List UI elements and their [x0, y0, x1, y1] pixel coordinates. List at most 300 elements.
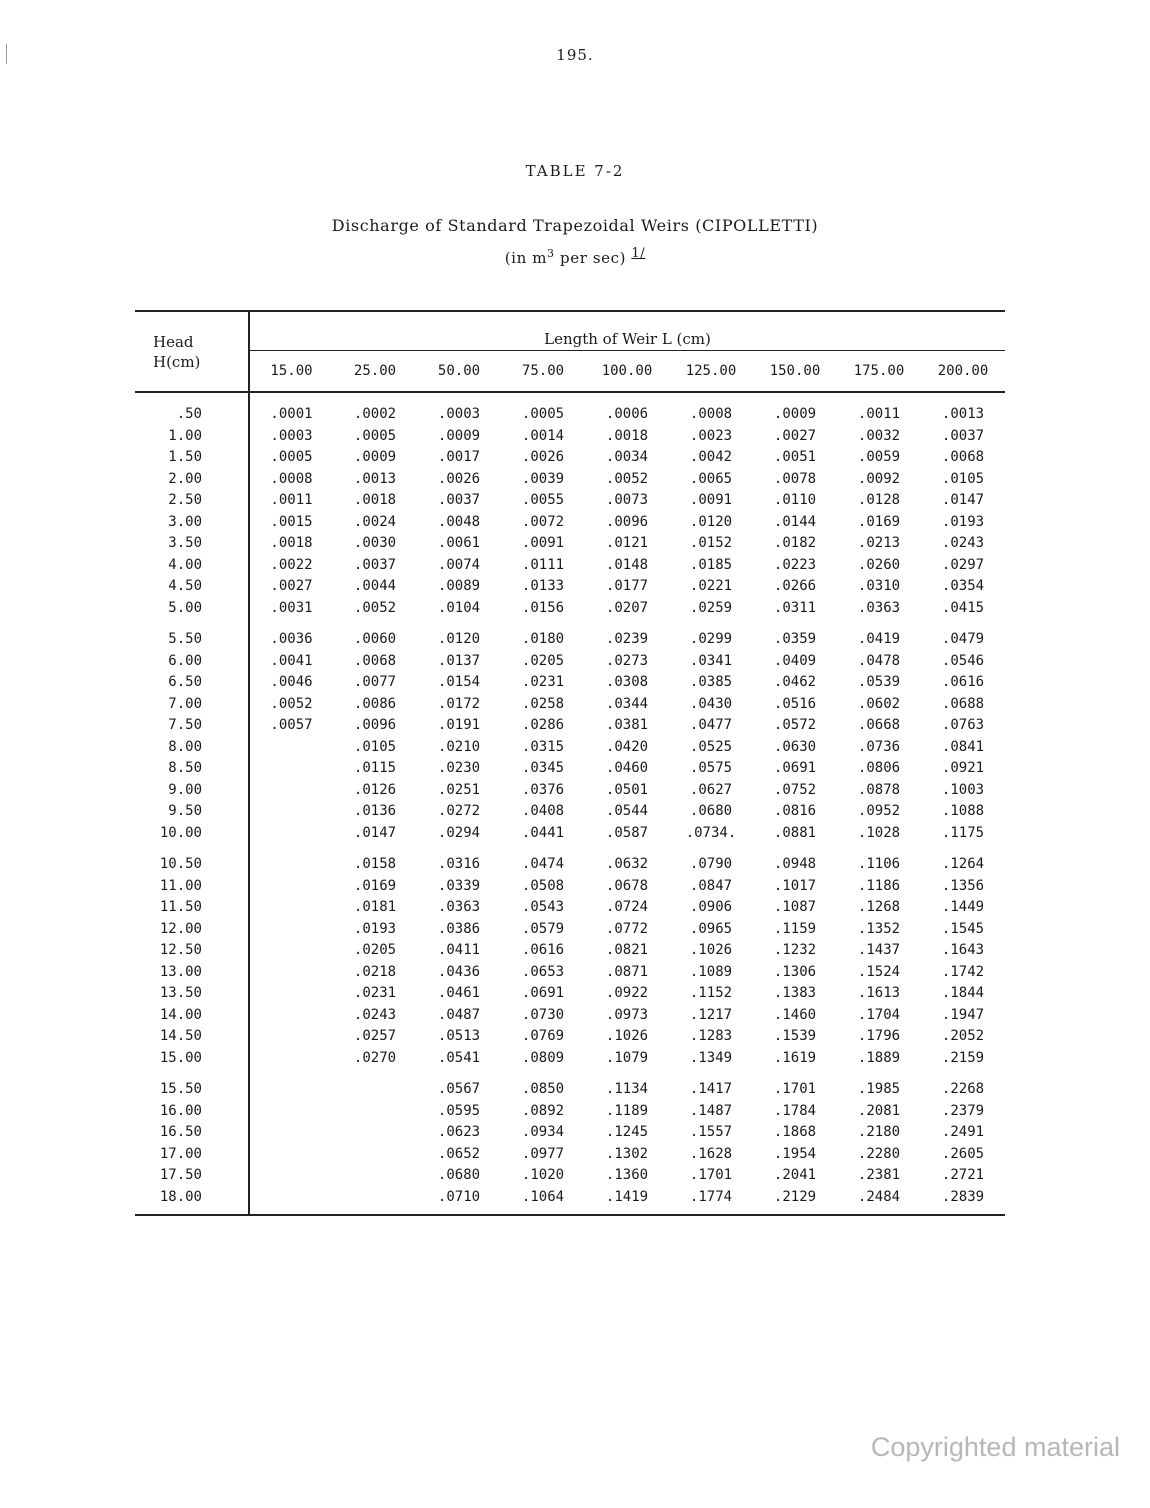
- discharge-cell: .0752: [773, 781, 817, 798]
- head-value-cell: 6.50: [135, 672, 249, 694]
- column-header: 100.00: [585, 351, 669, 393]
- discharge-cell: .0036: [270, 631, 313, 647]
- page-number: 195.: [556, 46, 594, 64]
- discharge-cell: [249, 983, 333, 1005]
- discharge-cell: .1003: [941, 781, 985, 798]
- discharge-cell: .0001: [270, 406, 313, 422]
- discharge-cell: .1437: [857, 942, 901, 958]
- discharge-cell: .1087: [773, 899, 817, 915]
- discharge-cell: .0575: [689, 760, 733, 776]
- table-row: [135, 1048, 1005, 1070]
- discharge-cell: .0026: [521, 449, 565, 465]
- discharge-cell: .0057: [270, 717, 313, 733]
- discharge-cell: [333, 1144, 417, 1166]
- head-header-line2: H(cm): [153, 353, 201, 371]
- discharge-cell: [249, 780, 333, 802]
- discharge-cell: .0110: [773, 492, 817, 508]
- discharge-cell: .1701: [773, 1081, 817, 1097]
- discharge-cell: .1704: [857, 1006, 901, 1023]
- discharge-cell: .0363: [437, 899, 481, 915]
- discharge-cell: .2159: [941, 1049, 985, 1066]
- discharge-cell: .0105: [353, 738, 397, 755]
- discharge-cell: .0022: [270, 556, 313, 573]
- discharge-cell: .0688: [941, 695, 985, 712]
- footnote-mark: 1/: [631, 246, 646, 261]
- discharge-cell: [333, 1122, 417, 1144]
- discharge-cell: .1020: [521, 1167, 565, 1183]
- discharge-cell: [249, 758, 333, 780]
- discharge-cell: .1189: [605, 1102, 649, 1119]
- discharge-cell: [333, 1165, 417, 1187]
- discharge-cell: [249, 1165, 333, 1187]
- discharge-cell: .0015: [270, 513, 313, 530]
- discharge-cell: .0052: [605, 470, 649, 487]
- discharge-cell: .0602: [857, 695, 901, 712]
- discharge-cell: [249, 1187, 333, 1216]
- discharge-cell: .0341: [689, 652, 733, 669]
- head-value-cell: 12.50: [135, 940, 249, 962]
- discharge-cell: [249, 897, 333, 919]
- discharge-cell: .0315: [521, 738, 565, 755]
- discharge-cell: .0030: [353, 535, 397, 551]
- discharge-cell: .1360: [605, 1167, 649, 1183]
- discharge-cell: [333, 1101, 417, 1123]
- discharge-cell: .0359: [773, 631, 817, 647]
- head-value-cell: 13.00: [135, 962, 249, 984]
- table-row: [135, 737, 1005, 759]
- discharge-cell: .0652: [437, 1145, 481, 1162]
- discharge-cell: .0965: [689, 920, 733, 937]
- head-value-cell: 12.00: [135, 919, 249, 941]
- units-suffix: per sec): [554, 249, 632, 267]
- discharge-cell: .0680: [437, 1167, 481, 1183]
- discharge-cell: .0385: [689, 674, 733, 690]
- discharge-cell: .0120: [689, 513, 733, 530]
- discharge-cell: .0008: [270, 470, 313, 487]
- head-value-cell: 15.50: [135, 1069, 249, 1101]
- discharge-cell: .0892: [521, 1102, 565, 1119]
- table-row: [135, 694, 1005, 716]
- discharge-cell: .0005: [353, 427, 397, 444]
- table-body: [135, 392, 1005, 1215]
- table-row: [135, 672, 1005, 694]
- discharge-cell: .0680: [689, 803, 733, 819]
- discharge-cell: .0096: [353, 717, 397, 733]
- head-value-cell: 17.50: [135, 1165, 249, 1187]
- head-value-cell: 16.50: [135, 1122, 249, 1144]
- discharge-cell: .1613: [857, 985, 901, 1001]
- discharge-cell: .0018: [270, 535, 313, 551]
- discharge-cell: [249, 876, 333, 898]
- discharge-cell: .0316: [437, 856, 481, 872]
- discharge-cell: .2081: [857, 1102, 901, 1119]
- discharge-cell: .1868: [773, 1124, 817, 1140]
- discharge-cell: .0297: [941, 556, 985, 573]
- discharge-cell: .1352: [857, 920, 901, 937]
- discharge-cell: .0060: [353, 631, 397, 647]
- discharge-cell: .0251: [437, 781, 481, 798]
- discharge-cell: .2180: [857, 1124, 901, 1140]
- discharge-cell: .0906: [689, 899, 733, 915]
- discharge-cell: [249, 1069, 333, 1101]
- discharge-cell: .0579: [521, 920, 565, 937]
- table-row: [135, 983, 1005, 1005]
- head-value-cell: 2.00: [135, 469, 249, 491]
- discharge-cell: .0111: [521, 556, 565, 573]
- discharge-cell: .1017: [773, 877, 817, 894]
- discharge-cell: .0587: [605, 824, 649, 841]
- head-value-cell: 14.50: [135, 1026, 249, 1048]
- table-row: [135, 1187, 1005, 1216]
- discharge-cell: .0616: [521, 942, 565, 958]
- discharge-cell: .2268: [941, 1081, 985, 1097]
- discharge-cell: .0691: [521, 985, 565, 1001]
- discharge-cell: .0730: [521, 1006, 565, 1023]
- table-row: [135, 758, 1005, 780]
- discharge-cell: .0595: [437, 1102, 481, 1119]
- discharge-cell: .2839: [941, 1188, 985, 1205]
- discharge-cell: [333, 1069, 417, 1101]
- discharge-cell: .0809: [521, 1049, 565, 1066]
- discharge-cell: .0243: [941, 535, 985, 551]
- discharge-cell: .0273: [605, 652, 649, 669]
- discharge-cell: .0724: [605, 899, 649, 915]
- discharge-cell: .0005: [270, 449, 313, 465]
- column-header: 125.00: [669, 351, 753, 393]
- discharge-cell: .0508: [521, 877, 565, 894]
- discharge-cell: .0023: [689, 427, 733, 444]
- discharge-cell: .0420: [605, 738, 649, 755]
- discharge-cell: .0002: [353, 406, 397, 422]
- discharge-cell: .0181: [353, 899, 397, 915]
- discharge-cell: .0243: [353, 1006, 397, 1023]
- discharge-cell: .1449: [941, 899, 985, 915]
- discharge-cell: .0616: [941, 674, 985, 690]
- discharge-cell: .1175: [941, 824, 985, 841]
- discharge-cell: .0027: [773, 427, 817, 444]
- table-row: [135, 619, 1005, 651]
- discharge-cell: .0154: [437, 674, 481, 690]
- discharge-cell: .0037: [941, 427, 985, 444]
- head-value-cell: 5.50: [135, 619, 249, 651]
- discharge-cell: .0065: [689, 470, 733, 487]
- discharge-cell: .1383: [773, 985, 817, 1001]
- head-value-cell: 4.00: [135, 555, 249, 577]
- head-value-cell: 9.50: [135, 801, 249, 823]
- discharge-cell: .1302: [605, 1145, 649, 1162]
- discharge-cell: [249, 919, 333, 941]
- discharge-cell: .0059: [857, 449, 901, 465]
- head-value-cell: 16.00: [135, 1101, 249, 1123]
- discharge-cell: [249, 940, 333, 962]
- discharge-cell: .0218: [353, 963, 397, 980]
- discharge-cell: [333, 1187, 417, 1216]
- discharge-cell: .0105: [941, 470, 985, 487]
- discharge-cell: .0272: [437, 803, 481, 819]
- discharge-cell: .0541: [437, 1049, 481, 1066]
- discharge-cell: .0006: [605, 406, 649, 422]
- spacer-cell: [135, 392, 249, 404]
- discharge-cell: .1089: [689, 963, 733, 980]
- discharge-cell: .0363: [857, 599, 901, 616]
- discharge-cell: .1159: [773, 920, 817, 937]
- discharge-cell: .1232: [773, 942, 817, 958]
- discharge-cell: .0948: [773, 856, 817, 872]
- discharge-cell: .0546: [941, 652, 985, 669]
- discharge-cell: .1088: [941, 803, 985, 819]
- discharge-cell: .0257: [353, 1028, 397, 1044]
- discharge-cell: .0572: [773, 717, 817, 733]
- discharge-cell: .1306: [773, 963, 817, 980]
- head-value-cell: 10.00: [135, 823, 249, 845]
- discharge-cell: .0462: [773, 674, 817, 690]
- discharge-cell: .0878: [857, 781, 901, 798]
- discharge-cell: .0474: [521, 856, 565, 872]
- discharge-cell: .2491: [941, 1124, 985, 1140]
- discharge-cell: .0137: [437, 652, 481, 669]
- head-value-cell: 3.00: [135, 512, 249, 534]
- units-prefix: (in m: [504, 249, 548, 267]
- discharge-cell: .0513: [437, 1028, 481, 1044]
- head-value-cell: 10.50: [135, 844, 249, 876]
- discharge-cell: .0072: [521, 513, 565, 530]
- discharge-cell: .0046: [270, 674, 313, 690]
- discharge-cell: .0091: [689, 492, 733, 508]
- discharge-cell: .0977: [521, 1145, 565, 1162]
- table-row: [135, 469, 1005, 491]
- discharge-cell: .0441: [521, 824, 565, 841]
- discharge-cell: .0169: [857, 513, 901, 530]
- discharge-cell: .0009: [437, 427, 481, 444]
- discharge-cell: .0182: [773, 535, 817, 551]
- discharge-cell: .0790: [689, 856, 733, 872]
- discharge-cell: .0148: [605, 556, 649, 573]
- discharge-cell: .0376: [521, 781, 565, 798]
- discharge-cell: .0193: [353, 920, 397, 937]
- discharge-cell: .0052: [270, 695, 313, 712]
- discharge-cell: .2381: [857, 1167, 901, 1183]
- discharge-cell: .0027: [270, 578, 313, 594]
- discharge-cell: .0678: [605, 877, 649, 894]
- head-value-cell: 13.50: [135, 983, 249, 1005]
- table-row: [135, 1026, 1005, 1048]
- column-header: 75.00: [501, 351, 585, 393]
- discharge-cell: .0294: [437, 824, 481, 841]
- discharge-cell: .0068: [353, 652, 397, 669]
- discharge-cell: .1460: [773, 1006, 817, 1023]
- discharge-cell: .0419: [857, 631, 901, 647]
- discharge-cell: [249, 844, 333, 876]
- discharge-cell: .0061: [437, 535, 481, 551]
- table-row: [135, 919, 1005, 941]
- head-value-cell: 15.00: [135, 1048, 249, 1070]
- discharge-cell: .0415: [941, 599, 985, 616]
- discharge-table: [135, 310, 1005, 1216]
- head-value-cell: 11.50: [135, 897, 249, 919]
- discharge-cell: .0841: [941, 738, 985, 755]
- discharge-cell: .0386: [437, 920, 481, 937]
- discharge-cell: .0177: [605, 578, 649, 594]
- discharge-cell: [249, 1144, 333, 1166]
- head-value-cell: 4.50: [135, 576, 249, 598]
- head-header-line1: Head: [153, 333, 194, 351]
- discharge-cell: .0009: [773, 406, 817, 422]
- discharge-cell: .0074: [437, 556, 481, 573]
- discharge-cell: .0156: [521, 599, 565, 616]
- discharge-cell: .0221: [689, 578, 733, 594]
- table-label: TABLE 7-2: [525, 162, 625, 180]
- discharge-cell: .0017: [437, 449, 481, 465]
- discharge-cell: .0310: [857, 578, 901, 594]
- discharge-cell: .0921: [941, 760, 985, 776]
- table-units: [0, 246, 1150, 267]
- discharge-cell: .0120: [437, 631, 481, 647]
- discharge-cell: .0806: [857, 760, 901, 776]
- discharge-cell: .0011: [857, 406, 901, 422]
- discharge-cell: .0653: [521, 963, 565, 980]
- discharge-cell: .0477: [689, 717, 733, 733]
- discharge-cell: .0344: [605, 695, 649, 712]
- table-row: [135, 715, 1005, 737]
- discharge-cell: [249, 1122, 333, 1144]
- head-value-cell: .50: [135, 404, 249, 426]
- discharge-cell: .0501: [605, 781, 649, 798]
- discharge-cell: .0042: [689, 449, 733, 465]
- discharge-cell: .0354: [941, 578, 985, 594]
- discharge-cell: .0769: [521, 1028, 565, 1044]
- discharge-cell: .0014: [521, 427, 565, 444]
- discharge-cell: .0231: [353, 985, 397, 1001]
- discharge-cell: .0008: [689, 406, 733, 422]
- discharge-cell: .0411: [437, 942, 481, 958]
- discharge-cell: .1985: [857, 1081, 901, 1097]
- discharge-cell: .0408: [521, 803, 565, 819]
- table-row: [135, 404, 1005, 426]
- discharge-cell: .0381: [605, 717, 649, 733]
- column-header: 25.00: [333, 351, 417, 393]
- discharge-cell: .0037: [437, 492, 481, 508]
- head-value-cell: 14.00: [135, 1005, 249, 1027]
- table-row: [135, 651, 1005, 673]
- discharge-cell: .0544: [605, 803, 649, 819]
- discharge-cell: .0026: [437, 470, 481, 487]
- head-value-cell: 6.00: [135, 651, 249, 673]
- discharge-cell: .0409: [773, 652, 817, 669]
- discharge-cell: .0207: [605, 599, 649, 616]
- discharge-cell: .0185: [689, 556, 733, 573]
- discharge-cell: .1026: [689, 942, 733, 958]
- column-header: 200.00: [921, 351, 1005, 393]
- discharge-cell: .1134: [605, 1081, 649, 1097]
- discharge-cell: .0169: [353, 877, 397, 894]
- discharge-cell: .1947: [941, 1006, 985, 1023]
- table-row: [135, 940, 1005, 962]
- column-header: 175.00: [837, 351, 921, 393]
- discharge-cell: .1283: [689, 1028, 733, 1044]
- discharge-cell: .0871: [605, 963, 649, 980]
- table-row: [135, 780, 1005, 802]
- discharge-cell: .0210: [437, 738, 481, 755]
- discharge-cell: [249, 737, 333, 759]
- discharge-cell: .1349: [689, 1049, 733, 1066]
- discharge-cell: .0299: [689, 631, 733, 647]
- table-row: [135, 1069, 1005, 1101]
- discharge-cell: .2379: [941, 1102, 985, 1119]
- discharge-cell: .1954: [773, 1145, 817, 1162]
- discharge-cell: .0018: [605, 427, 649, 444]
- length-group-header: Length of Weir L (cm): [249, 311, 1005, 351]
- discharge-cell: .0104: [437, 599, 481, 616]
- discharge-cell: .0479: [941, 631, 985, 647]
- discharge-cell: .0096: [605, 513, 649, 530]
- discharge-cell: .0024: [353, 513, 397, 530]
- discharge-cell: [249, 1048, 333, 1070]
- discharge-cell: .1889: [857, 1049, 901, 1066]
- table-row: [135, 962, 1005, 984]
- discharge-cell: .1245: [605, 1124, 649, 1140]
- discharge-cell: .1186: [857, 877, 901, 894]
- discharge-cell: .0003: [270, 427, 313, 444]
- discharge-cell: .0691: [773, 760, 817, 776]
- column-header: 150.00: [753, 351, 837, 393]
- discharge-cell: .0311: [773, 599, 817, 616]
- discharge-cell: [249, 962, 333, 984]
- discharge-cell: .0881: [773, 824, 817, 841]
- discharge-cell: .0487: [437, 1006, 481, 1023]
- discharge-cell: .0259: [689, 599, 733, 616]
- column-header-row: [135, 351, 1005, 393]
- discharge-cell: .1524: [857, 963, 901, 980]
- discharge-cell: .0191: [437, 717, 481, 733]
- discharge-cell: .0525: [689, 738, 733, 755]
- discharge-cell: .0193: [941, 513, 985, 530]
- table-row: [135, 844, 1005, 876]
- table-row: [135, 426, 1005, 448]
- discharge-cell: .0158: [353, 856, 397, 872]
- discharge-cell: .1557: [689, 1124, 733, 1140]
- discharge-cell: .1545: [941, 920, 985, 937]
- table-row: [135, 801, 1005, 823]
- discharge-cell: .0011: [270, 492, 313, 508]
- discharge-cell: .0772: [605, 920, 649, 937]
- discharge-cell: .0126: [353, 781, 397, 798]
- discharge-cell: .1539: [773, 1028, 817, 1044]
- discharge-cell: .1628: [689, 1145, 733, 1162]
- discharge-cell: .0052: [353, 599, 397, 616]
- table-row: [135, 1122, 1005, 1144]
- discharge-cell: .0205: [521, 652, 565, 669]
- column-header: 50.00: [417, 351, 501, 393]
- discharge-cell: .0734.: [685, 824, 737, 841]
- head-value-cell: 3.50: [135, 533, 249, 555]
- discharge-cell: .0632: [605, 856, 649, 872]
- discharge-cell: .0037: [353, 556, 397, 573]
- discharge-cell: .0850: [521, 1081, 565, 1097]
- table-row: [135, 1005, 1005, 1027]
- discharge-cell: .0339: [437, 877, 481, 894]
- discharge-cell: .0073: [605, 492, 649, 508]
- discharge-cell: .0627: [689, 781, 733, 798]
- discharge-cell: .0567: [437, 1081, 481, 1097]
- discharge-cell: .0128: [857, 492, 901, 508]
- discharge-cell: .0018: [353, 492, 397, 508]
- table-row: [135, 512, 1005, 534]
- discharge-cell: .2605: [941, 1145, 985, 1162]
- units-superscript: 3: [547, 247, 555, 260]
- discharge-cell: .1264: [941, 856, 985, 872]
- discharge-cell: .1487: [689, 1102, 733, 1119]
- discharge-cell: .1217: [689, 1006, 733, 1023]
